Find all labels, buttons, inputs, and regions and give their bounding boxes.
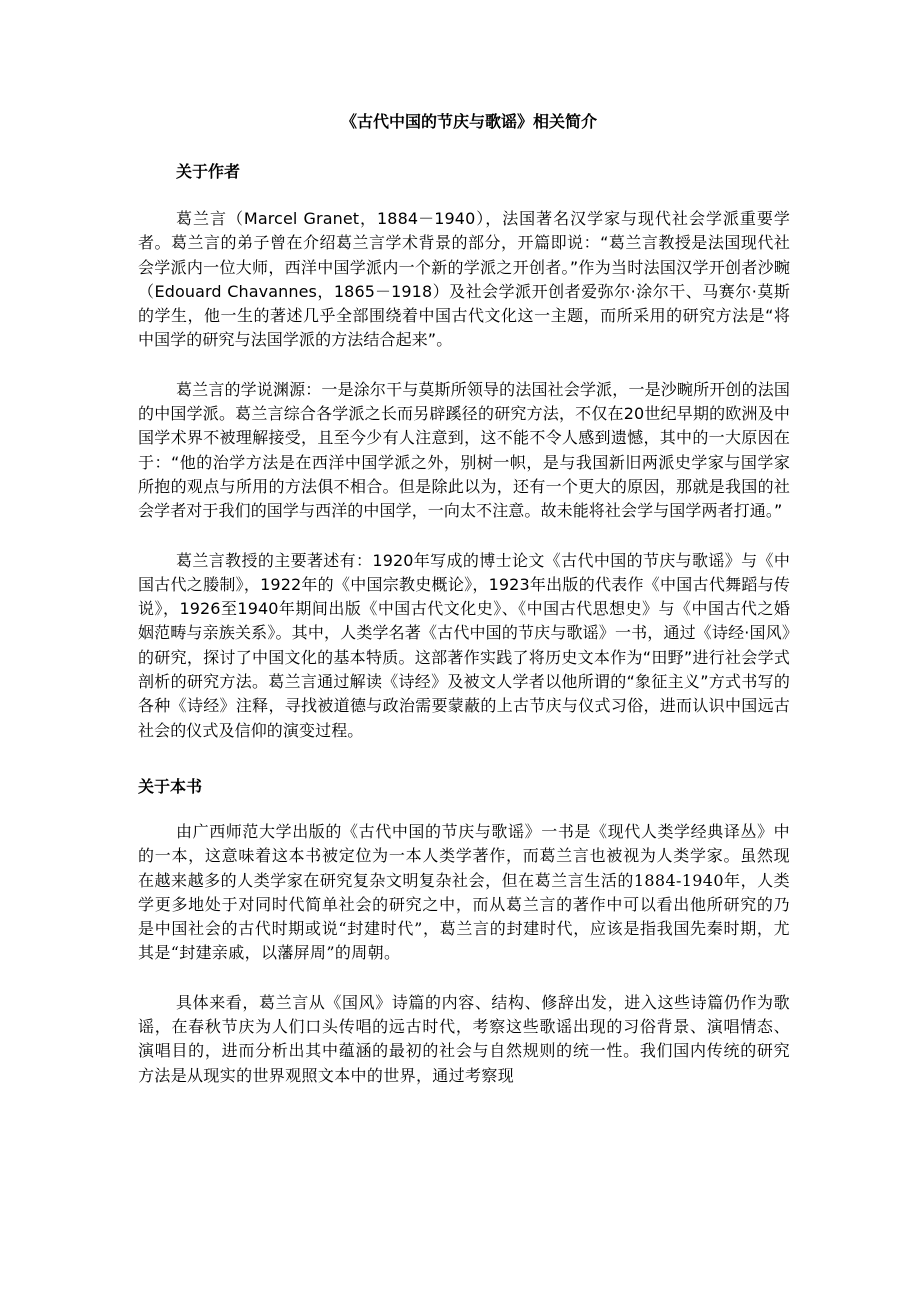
paragraph-author-works: 葛兰言教授的主要著述有：1920年写成的博士论文《古代中国的节庆与歌谣》与《中国古代之媵制》，1922年的《中国宗教史概论》，1923年出版的代表作《中国古代舞蹈与传说》，1926至1940年期间出版《中国古代文化史》、《中国古代思想史》与《中国古代之婚姻范畴与亲族关系》。其中，人类学名著《古代中国的节庆与歌谣》一书，通过《诗经·国风》的研究，探讨了中国文化的基本特质。这部著作实践了将历史文本作为“田野”进行社会学式剖析的研究方法。葛兰言通过解读《诗经》及被文人学者以他所谓的“象征主义”方式书写的各种《诗经》注释，寻找被道德与政治需要蒙蔽的上古节庆与仪式习俗，进而认识中国远古社会的仪式及信仰的演变过程。: [138, 550, 790, 740]
document-page: [138, 110, 790, 1113]
paragraph-book-method: 具体来看，葛兰言从《国风》诗篇的内容、结构、修辞出发，进入这些诗篇仍作为歌谣，在春秋节庆为人们口头传唱的远古时代，考察这些歌谣出现的习俗背景、演唱情态、演唱目的，进而分析出其中蕴涵的最初的社会与自然规则的统一性。我们国内传统的研究方法是从现实的世界观照文本中的世界，通过考察现: [138, 992, 790, 1085]
section-about-author: [138, 160, 790, 743]
section-heading-book: 关于本书: [138, 776, 203, 796]
paragraph-author-origins: 葛兰言的学说渊源：一是涂尔干与莫斯所领导的法国社会学派，一是沙畹所开创的法国的中国学派。葛兰言综合各学派之长而另辟蹊径的研究方法，不仅在20世纪早期的欧洲及中国学术界不被理解接受，且至今少有人注意到，这不能不令人感到遗憾，其中的一大原因在于：“他的治学方法是在西洋中国学派之外，别树一帜，是与我国新旧两派史学家与国学家所抱的观点与所用的方法俱不相合。但是除此以为，还有一个更大的原因，那就是我国的社会学者对于我们的国学与西洋的中国学，一向太不注意。故未能将社会学与国学两者打通。”: [138, 379, 790, 521]
document-title: 《古代中国的节庆与歌谣》相关简介: [340, 112, 597, 131]
section-heading-author: 关于作者: [176, 162, 241, 181]
paragraph-book-intro: 由广西师范大学出版的《古代中国的节庆与歌谣》一书是《现代人类学经典译丛》中的一本，这意味着这本书被定位为一本人类学著作，而葛兰言也被视为人类学家。虽然现在越来越多的人类学家在研究复杂文明复杂社会，但在葛兰言生活的1884-1940年，人类学更多地处于对同时代简单社会的研究之中，而从葛兰言的著作中可以看出他所研究的乃是中国社会的古代时期或说“封建时代”，葛兰言的封建时代，应该是指我国先秦时期，尤其是“封建亲戚，以藩屏周”的周朝。: [138, 821, 790, 963]
paragraph-author-intro: 葛兰言（Marcel Granet，1884－1940），法国著名汉学家与现代社会学派重要学者。葛兰言的弟子曾在介绍葛兰言学术背景的部分，开篇即说：“葛兰言教授是法国现代社会学派内一位大师，西洋中国学派内一个新的学派之开创者。”作为当时法国汉学开创者沙畹（Edouard Chavannes，1865－1918）及社会学派开创者爱弥尔·涂尔干、马赛尔·莫斯的学生，他一生的著述几乎全部围绕着中国古代文化这一主题，而所采用的研究方法是“将中国学的研究与法国学派的方法结合起来”。: [138, 209, 790, 350]
section-about-book: [138, 775, 790, 1088]
